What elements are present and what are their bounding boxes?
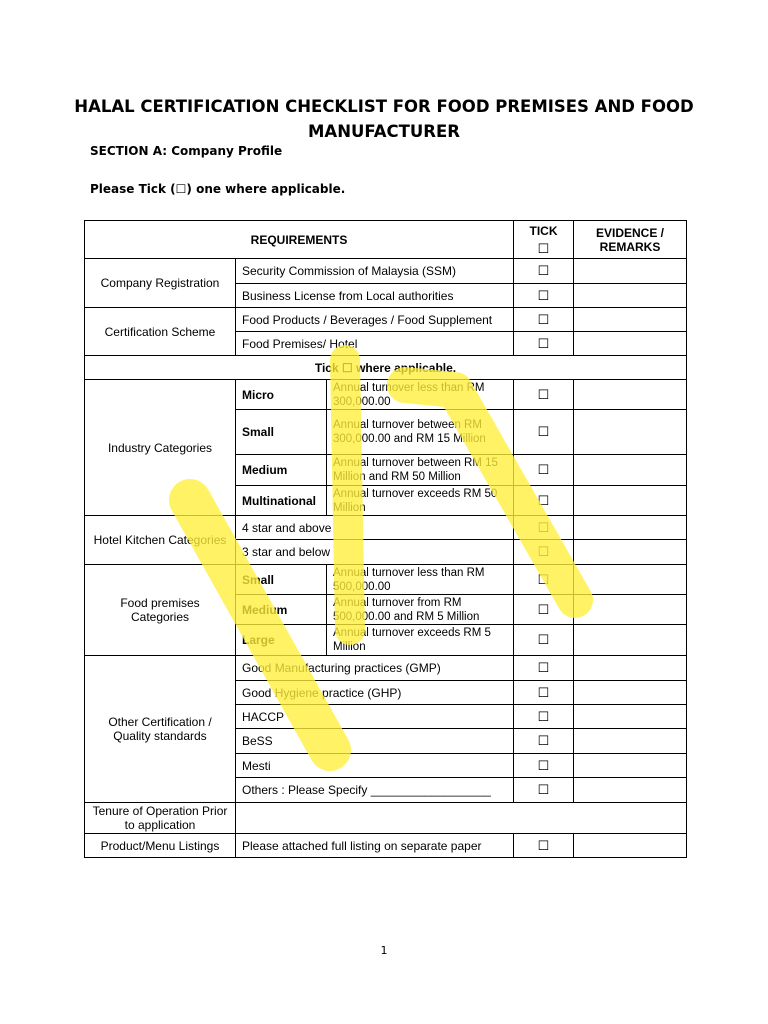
- table-row: [85, 656, 687, 681]
- table-row: [85, 356, 687, 380]
- evidence-cell[interactable]: [574, 540, 687, 565]
- evidence-cell[interactable]: [574, 834, 687, 858]
- requirement-item: Good Manufacturing practices (GMP): [236, 656, 514, 681]
- tenure-value-cell[interactable]: [236, 803, 687, 834]
- page-number: 1: [380, 944, 388, 957]
- evidence-cell[interactable]: [574, 516, 687, 540]
- requirement-item: HACCP: [236, 705, 514, 729]
- table-row: [85, 565, 687, 595]
- size-label: Multinational: [236, 486, 327, 516]
- size-description: Annual turnover exceeds RM 50 Million: [327, 486, 514, 516]
- tick-checkbox[interactable]: ☐: [514, 259, 574, 284]
- evidence-header: EVIDENCE / REMARKS: [574, 221, 687, 259]
- hotel-kitchen-label: Hotel Kitchen Categories: [85, 516, 236, 565]
- tick-checkbox[interactable]: ☐: [514, 565, 574, 595]
- tick-checkbox[interactable]: ☐: [514, 625, 574, 656]
- size-label: Medium: [236, 455, 327, 486]
- requirement-item: 3 star and below: [236, 540, 514, 565]
- size-label: Large: [236, 625, 327, 656]
- tenure-label: Tenure of Operation Prior to application: [85, 803, 236, 834]
- tick-checkbox[interactable]: ☐: [514, 455, 574, 486]
- tick-checkbox[interactable]: ☐: [514, 595, 574, 625]
- tick-checkbox[interactable]: ☐: [514, 516, 574, 540]
- tick-checkbox[interactable]: ☐: [514, 834, 574, 858]
- food-premises-label: Food premises Categories: [85, 565, 236, 656]
- requirement-item: Mesti: [236, 754, 514, 778]
- size-description: Annual turnover exceeds RM 5 Million: [327, 625, 514, 656]
- requirement-item: BeSS: [236, 729, 514, 754]
- tick-checkbox[interactable]: ☐: [514, 486, 574, 516]
- evidence-cell[interactable]: [574, 380, 687, 410]
- tick-checkbox[interactable]: ☐: [514, 754, 574, 778]
- tick-checkbox[interactable]: ☐: [514, 332, 574, 356]
- size-description: Annual turnover less than RM 500,000.00: [327, 565, 514, 595]
- instruction-text: Please Tick (☐) one where applicable.: [90, 182, 346, 196]
- requirement-item: 4 star and above: [236, 516, 514, 540]
- size-description: Annual turnover less than RM 300,000.00: [327, 380, 514, 410]
- size-description: Annual turnover between RM 300,000.00 and RM 15 Million: [327, 410, 514, 455]
- size-label: Small: [236, 565, 327, 595]
- requirement-item: Business License from Local authorities: [236, 284, 514, 308]
- evidence-cell[interactable]: [574, 486, 687, 516]
- table-row: [85, 834, 687, 858]
- table-row: [85, 803, 687, 834]
- table-row: [85, 380, 687, 410]
- evidence-cell[interactable]: [574, 625, 687, 656]
- tick-checkbox[interactable]: ☐: [514, 540, 574, 565]
- tick-checkbox[interactable]: ☐: [514, 729, 574, 754]
- evidence-cell[interactable]: [574, 259, 687, 284]
- tick-checkbox[interactable]: ☐: [514, 778, 574, 803]
- tick-header: [514, 221, 574, 259]
- evidence-cell[interactable]: [574, 705, 687, 729]
- tick-checkbox[interactable]: ☐: [514, 656, 574, 681]
- header-row: [85, 221, 687, 259]
- evidence-cell[interactable]: [574, 681, 687, 705]
- tick-where-applicable: Tick ☐ where applicable.: [85, 356, 687, 380]
- tick-header-box: ☐: [537, 240, 550, 256]
- industry-categories-label: Industry Categories: [85, 380, 236, 516]
- other-certification-label: Other Certification / Quality standards: [85, 656, 236, 803]
- evidence-cell[interactable]: [574, 308, 687, 332]
- evidence-cell[interactable]: [574, 332, 687, 356]
- requirement-item: Food Products / Beverages / Food Supplement: [236, 308, 514, 332]
- evidence-cell[interactable]: [574, 455, 687, 486]
- size-label: Micro: [236, 380, 327, 410]
- evidence-cell[interactable]: [574, 754, 687, 778]
- tick-checkbox[interactable]: ☐: [514, 380, 574, 410]
- evidence-cell[interactable]: [574, 778, 687, 803]
- evidence-cell[interactable]: [574, 656, 687, 681]
- section-heading: SECTION A: Company Profile: [90, 144, 283, 158]
- tick-header-label: TICK: [529, 223, 558, 238]
- tick-checkbox[interactable]: ☐: [514, 410, 574, 455]
- product-menu-label: Product/Menu Listings: [85, 834, 236, 858]
- size-description: Annual turnover between RM 15 Million and RM 50 Million: [327, 455, 514, 486]
- document-title: HALAL CERTIFICATION CHECKLIST FOR FOOD PREMISES AND FOOD MANUFACTURER: [74, 97, 694, 141]
- requirement-item: Please attached full listing on separate paper: [236, 834, 514, 858]
- certification-scheme-label: Certification Scheme: [85, 308, 236, 356]
- evidence-cell[interactable]: [574, 595, 687, 625]
- requirement-item: Others : Please Specify __________________: [236, 778, 514, 803]
- checklist-table: [84, 220, 687, 858]
- size-description: Annual turnover from RM 500,000.00 and RM 5 Million: [327, 595, 514, 625]
- evidence-cell[interactable]: [574, 284, 687, 308]
- requirement-item: Good Hygiene practice (GHP): [236, 681, 514, 705]
- size-label: Medium: [236, 595, 327, 625]
- table-row: [85, 516, 687, 540]
- tick-checkbox[interactable]: ☐: [514, 681, 574, 705]
- table-row: [85, 259, 687, 284]
- evidence-cell[interactable]: [574, 410, 687, 455]
- company-registration-label: Company Registration: [85, 259, 236, 308]
- table-row: [85, 308, 687, 332]
- requirement-item: Security Commission of Malaysia (SSM): [236, 259, 514, 284]
- tick-checkbox[interactable]: ☐: [514, 705, 574, 729]
- tick-checkbox[interactable]: ☐: [514, 284, 574, 308]
- evidence-cell[interactable]: [574, 729, 687, 754]
- requirement-item: Food Premises/ Hotel: [236, 332, 514, 356]
- evidence-cell[interactable]: [574, 565, 687, 595]
- requirements-header: REQUIREMENTS: [85, 221, 514, 259]
- tick-checkbox[interactable]: ☐: [514, 308, 574, 332]
- size-label: Small: [236, 410, 327, 455]
